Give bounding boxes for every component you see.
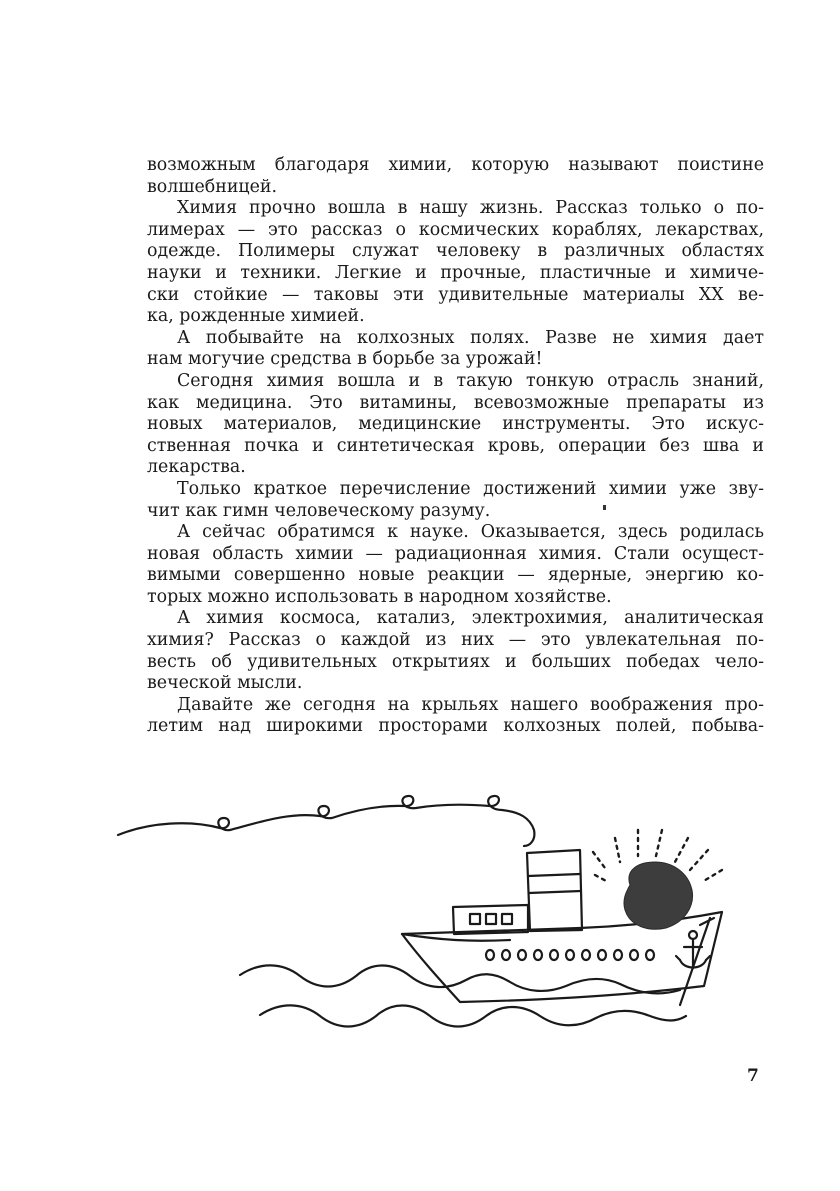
- text-line: ски стойкие — таковы эти удивительные материалы XX ве-: [147, 284, 764, 305]
- text-line: веческой мысли.: [147, 673, 303, 694]
- paragraph: [147, 479, 764, 522]
- smoke-trail: [118, 796, 534, 846]
- paragraph: [147, 328, 764, 371]
- paragraph: [147, 522, 764, 608]
- print-speck: [603, 505, 606, 510]
- text-line: ственная почка и синтетическая кровь, операции без шва и: [147, 435, 764, 456]
- text-line: как медицина. Это витамины, всевозможные препараты из: [147, 392, 764, 413]
- text-line: торых можно использовать в народном хозяйстве.: [147, 586, 612, 607]
- text-line: науки и техники. Легкие и прочные, пластичные и химиче-: [147, 262, 764, 283]
- text-line: лимерах — это рассказ о космических кораблях, лекарствах,: [147, 219, 764, 240]
- text-line: волшебницей.: [147, 176, 278, 197]
- steamship-illustration-icon: [110, 790, 750, 1050]
- text-line: лекарства.: [147, 457, 246, 478]
- text-line: весть об удивительных открытиях и больших победах чело-: [147, 651, 764, 672]
- page-number: 7: [747, 1066, 759, 1086]
- text-line: вимыми совершенно новые реакции — ядерные, энергию ко-: [147, 565, 764, 586]
- paragraph: [147, 608, 764, 694]
- text-line: новая область химии — радиационная химия. Стали осущест-: [147, 543, 764, 564]
- text-line: химия? Рассказ о каждой из них — это увлекательная по-: [147, 630, 764, 651]
- text-line: А побывайте на колхозных полях. Разве не химия дает: [177, 327, 764, 348]
- text-line: А химия космоса, катализ, электрохимия, аналитическая: [177, 608, 764, 629]
- wave-top: [240, 965, 680, 993]
- paragraph: [147, 155, 764, 198]
- body-text: [147, 155, 764, 738]
- text-line: Давайте же сегодня на крыльях нашего воображения про-: [177, 694, 764, 715]
- text-line: новых материалов, медицинские инструменты. Это искус-: [147, 414, 764, 435]
- paragraph: [147, 198, 764, 328]
- text-line: Только краткое перечисление достижений химии уже зву-: [177, 478, 764, 499]
- text-line: нам могучие средства в борьбе за урожай!: [147, 349, 543, 370]
- paragraph: [147, 695, 764, 738]
- text-line: Сегодня химия вошла и в такую тонкую отрасль знаний,: [177, 370, 764, 391]
- text-line: А сейчас обратимся к науке. Оказывается, здесь родилась: [177, 522, 764, 543]
- text-line: одежде. Полимеры служат человеку в различных областях: [147, 241, 764, 262]
- text-line: Химия прочно вошла в нашу жизнь. Рассказ только о по-: [177, 198, 764, 219]
- paragraph: [147, 371, 764, 479]
- wave-bottom: [260, 1005, 686, 1026]
- text-line: летим над широкими просторами колхозных полей, побыва-: [147, 716, 764, 737]
- sun-icon: [624, 862, 693, 929]
- text-line: возможным благодаря химии, которую называют поистине: [147, 155, 764, 175]
- text-line: ка, рожденные химией.: [147, 306, 365, 327]
- text-line: чит как гимн человеческому разуму.: [147, 500, 491, 521]
